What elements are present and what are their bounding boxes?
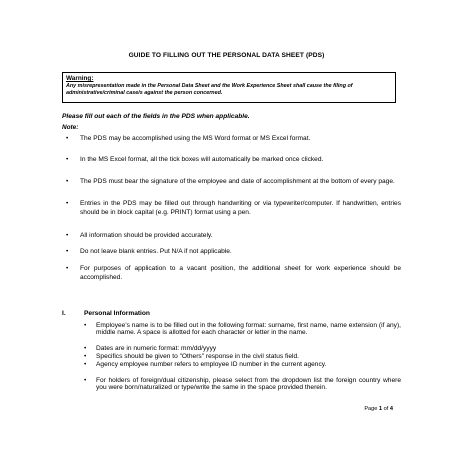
note-item <box>66 135 401 144</box>
bullet-icon: • <box>84 353 87 360</box>
note-item <box>66 232 401 241</box>
warning-box <box>62 72 396 103</box>
instruction-text: Please fill out each of the fields in the PDS when applicable. <box>62 113 250 120</box>
page-number <box>364 406 393 412</box>
warning-text: Any misrepresentation made in the Personal Data Sheet and the Work Experience Sheet shall cause the filing of administrative/criminal case/s against the person concerned. <box>66 83 353 96</box>
bullet-icon: • <box>66 135 69 142</box>
bullet-icon: • <box>66 156 69 163</box>
note-heading: Note: <box>62 124 79 131</box>
note-text: Entries in the PDS may be filled out through handwriting or via typewriter/computer. If handwritten, entries should be in block capital (e.g. PRINT) format using a pen. <box>80 200 401 216</box>
section-item <box>84 353 401 360</box>
note-text: For purposes of application to a vacant position, the additional sheet for work experience should be accomplished. <box>80 265 401 281</box>
section-number: I. <box>62 310 66 317</box>
warning-heading: Warning: <box>66 75 94 82</box>
note-item <box>66 265 401 282</box>
section-title: Personal Information <box>84 310 150 317</box>
section-item-text: For holders of foreign/dual citizenship, please select from the dropdown list the foreign country where you were born/naturalized or type/write the same in the space provided therein. <box>96 377 401 392</box>
bullet-icon: • <box>84 361 87 368</box>
section-item <box>84 361 401 368</box>
section-item-text: Dates are in numeric format: mm/dd/yyyy <box>96 345 217 352</box>
note-text: In the MS Excel format, all the tick boxes will automatically be marked once clicked. <box>80 156 324 163</box>
bullet-icon: • <box>66 232 69 239</box>
bullet-icon: • <box>66 200 69 207</box>
bullet-icon: • <box>84 377 87 384</box>
note-item <box>66 248 401 257</box>
page-word: Page <box>364 406 378 412</box>
section-item-text: Employee's name is to be filled out in the following format: surname, first name, name extension (if any), middle name. A space is allotted for each character or letter in the name. <box>96 322 401 337</box>
bullet-icon: • <box>84 345 87 352</box>
note-item <box>66 156 401 165</box>
page-current: 1 <box>378 406 383 412</box>
document-title: GUIDE TO FILLING OUT THE PERSONAL DATA SHEET (PDS) <box>128 52 325 59</box>
note-item <box>66 178 401 187</box>
section-item <box>84 345 401 352</box>
note-text: The PDS may be accomplished using the MS Word format or MS Excel format. <box>80 135 311 142</box>
bullet-icon: • <box>66 178 69 185</box>
note-text: Do not leave blank entries. Put N/A if not applicable. <box>80 248 232 255</box>
bullet-icon: • <box>66 248 69 255</box>
section-item <box>84 377 401 392</box>
note-text: The PDS must bear the signature of the employee and date of accomplishment at the bottom of every page. <box>80 178 395 185</box>
note-item <box>66 200 401 217</box>
note-text: All information should be provided accurately. <box>80 232 213 239</box>
page-total: 4 <box>389 406 393 412</box>
of-word: of <box>383 406 389 412</box>
section-item-text: Specifics should be given to "Others" response in the civil status field. <box>96 353 299 360</box>
section-item-text: Agency employee number refers to employee ID number in the current agency. <box>96 361 327 368</box>
bullet-icon: • <box>66 265 69 272</box>
bullet-icon: • <box>84 322 87 329</box>
section-item <box>84 322 401 337</box>
